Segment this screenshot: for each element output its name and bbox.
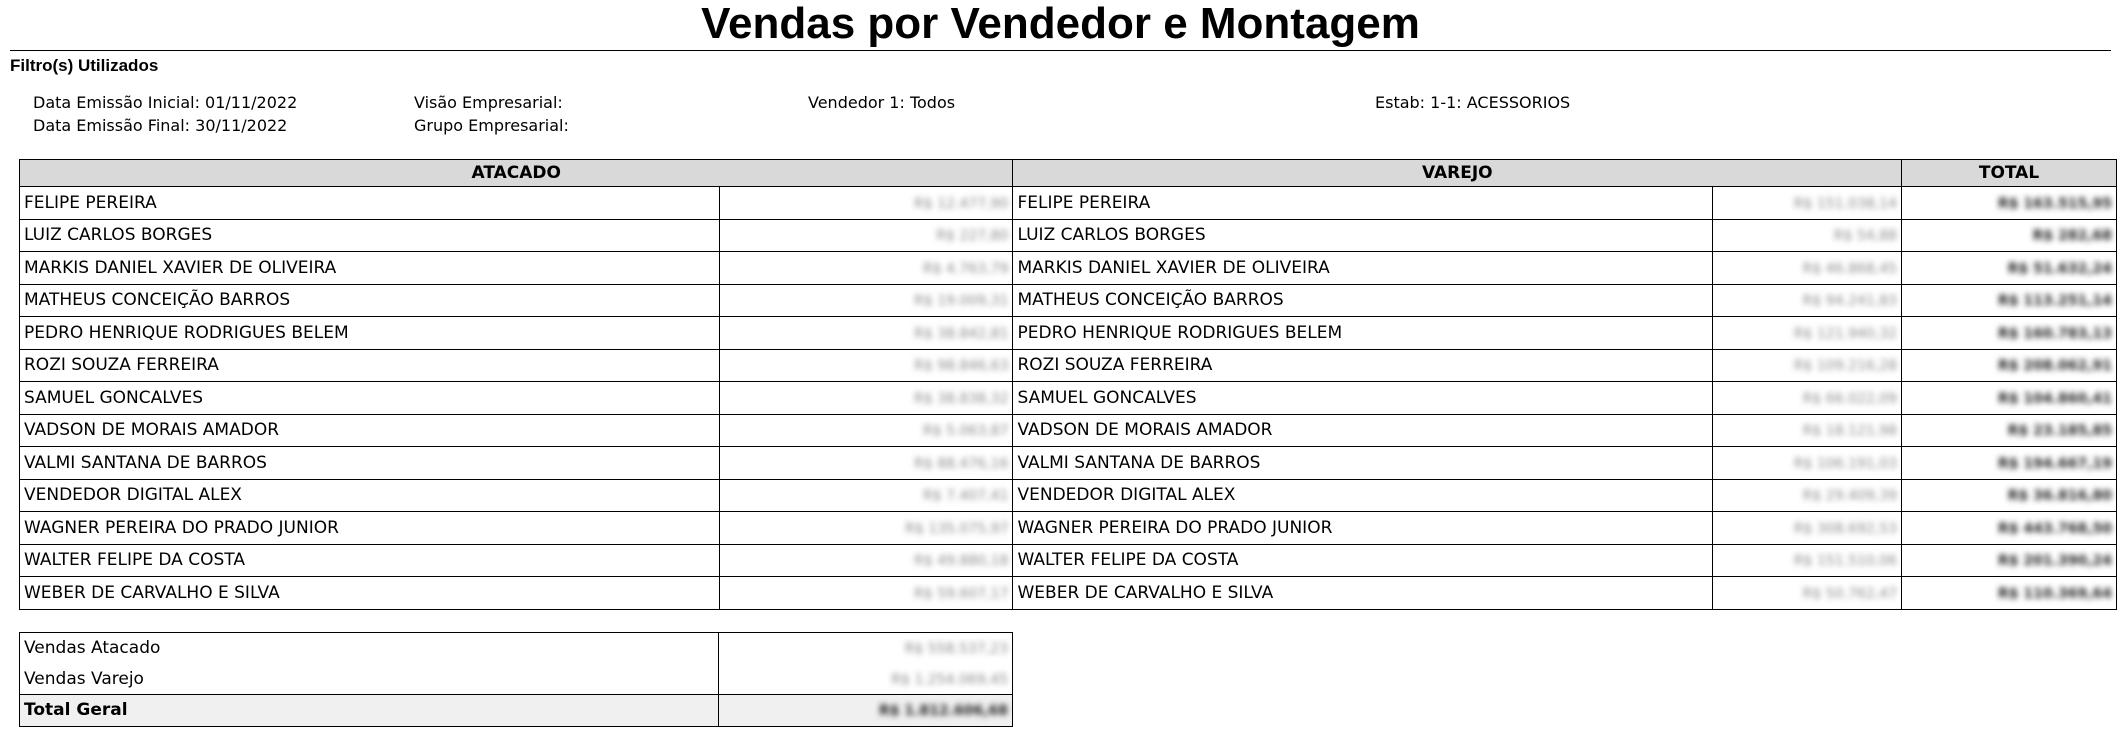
sales-table xyxy=(19,159,2117,610)
varejo-value: R$ 18.121,98 xyxy=(1713,414,1902,447)
varejo-seller: WAGNER PEREIRA DO PRADO JUNIOR xyxy=(1013,512,1713,545)
summary-row-varejo xyxy=(20,664,1013,695)
varejo-seller: ROZI SOUZA FERREIRA xyxy=(1013,349,1713,382)
header-varejo: VAREJO xyxy=(1013,160,1902,187)
varejo-seller: FELIPE PEREIRA xyxy=(1013,187,1713,220)
varejo-seller: SAMUEL GONCALVES xyxy=(1013,382,1713,415)
table-row xyxy=(20,414,2117,447)
varejo-value: R$ 54,88 xyxy=(1713,219,1902,252)
atacado-value: R$ 59.607,17 xyxy=(719,577,1013,610)
total-value: R$ 23.185,85 xyxy=(1902,414,2117,447)
total-value: R$ 113.251,14 xyxy=(1902,284,2117,317)
total-value: R$ 194.667,19 xyxy=(1902,447,2117,480)
atacado-seller: MARKIS DANIEL XAVIER DE OLIVEIRA xyxy=(20,252,720,285)
varejo-value: R$ 94.241,83 xyxy=(1713,284,1902,317)
varejo-value: R$ 308.692,53 xyxy=(1713,512,1902,545)
summary-table xyxy=(19,632,1013,727)
atacado-seller: VALMI SANTANA DE BARROS xyxy=(20,447,720,480)
summary-label: Vendas Atacado xyxy=(20,633,719,664)
atacado-value: R$ 49.880,18 xyxy=(719,544,1013,577)
total-value: R$ 36.816,80 xyxy=(1902,479,2117,512)
table-row xyxy=(20,317,2117,350)
filter-grupo-empresarial: Grupo Empresarial: xyxy=(414,116,569,135)
table-row xyxy=(20,219,2117,252)
varejo-seller: MARKIS DANIEL XAVIER DE OLIVEIRA xyxy=(1013,252,1713,285)
varejo-value: R$ 151.038,14 xyxy=(1713,187,1902,220)
varejo-value: R$ 50.762,47 xyxy=(1713,577,1902,610)
summary-value: R$ 1.254.069,45 xyxy=(719,664,1013,695)
table-row xyxy=(20,447,2117,480)
title-divider xyxy=(10,50,2111,51)
atacado-seller: SAMUEL GONCALVES xyxy=(20,382,720,415)
varejo-seller: VADSON DE MORAIS AMADOR xyxy=(1013,414,1713,447)
varejo-seller: PEDRO HENRIQUE RODRIGUES BELEM xyxy=(1013,317,1713,350)
total-value: R$ 201.390,24 xyxy=(1902,544,2117,577)
filter-estab: Estab: 1-1: ACESSORIOS xyxy=(1375,93,1571,112)
filter-vendedor: Vendedor 1: Todos xyxy=(808,93,956,112)
atacado-value: R$ 98.846,63 xyxy=(719,349,1013,382)
varejo-seller: VENDEDOR DIGITAL ALEX xyxy=(1013,479,1713,512)
total-value: R$ 443.768,50 xyxy=(1902,512,2117,545)
varejo-seller: WEBER DE CARVALHO E SILVA xyxy=(1013,577,1713,610)
atacado-seller: ROZI SOUZA FERREIRA xyxy=(20,349,720,382)
varejo-value: R$ 151.510,06 xyxy=(1713,544,1902,577)
atacado-seller: FELIPE PEREIRA xyxy=(20,187,720,220)
atacado-value: R$ 227,80 xyxy=(719,219,1013,252)
total-value: R$ 104.860,41 xyxy=(1902,382,2117,415)
atacado-seller: WEBER DE CARVALHO E SILVA xyxy=(20,577,720,610)
table-row xyxy=(20,577,2117,610)
atacado-seller: VENDEDOR DIGITAL ALEX xyxy=(20,479,720,512)
atacado-value: R$ 7.407,41 xyxy=(719,479,1013,512)
total-value: R$ 160.783,13 xyxy=(1902,317,2117,350)
table-row xyxy=(20,544,2117,577)
table-row xyxy=(20,512,2117,545)
atacado-value: R$ 38.838,32 xyxy=(719,382,1013,415)
atacado-seller: MATHEUS CONCEIÇÃO BARROS xyxy=(20,284,720,317)
atacado-seller: WAGNER PEREIRA DO PRADO JUNIOR xyxy=(20,512,720,545)
varejo-value: R$ 66.022,09 xyxy=(1713,382,1902,415)
varejo-value: R$ 46.868,45 xyxy=(1713,252,1902,285)
report-title: Vendas por Vendedor e Montagem xyxy=(701,0,1420,48)
varejo-seller: VALMI SANTANA DE BARROS xyxy=(1013,447,1713,480)
varejo-seller: WALTER FELIPE DA COSTA xyxy=(1013,544,1713,577)
atacado-value: R$ 5.063,87 xyxy=(719,414,1013,447)
header-total: TOTAL xyxy=(1902,160,2117,187)
atacado-value: R$ 4.763,79 xyxy=(719,252,1013,285)
atacado-seller: PEDRO HENRIQUE RODRIGUES BELEM xyxy=(20,317,720,350)
atacado-seller: WALTER FELIPE DA COSTA xyxy=(20,544,720,577)
atacado-seller: LUIZ CARLOS BORGES xyxy=(20,219,720,252)
filter-visao-empresarial: Visão Empresarial: xyxy=(414,93,563,112)
filters-heading: Filtro(s) Utilizados xyxy=(10,56,159,75)
filter-data-final: Data Emissão Final: 30/11/2022 xyxy=(33,116,288,135)
total-value: R$ 163.515,95 xyxy=(1902,187,2117,220)
atacado-value: R$ 88.476,16 xyxy=(719,447,1013,480)
header-atacado: ATACADO xyxy=(20,160,1013,187)
summary-row-total xyxy=(20,695,1013,727)
summary-label: Vendas Varejo xyxy=(20,664,719,695)
varejo-value: R$ 109.216,28 xyxy=(1713,349,1902,382)
table-row xyxy=(20,187,2117,220)
atacado-value: R$ 12.477,90 xyxy=(719,187,1013,220)
table-row xyxy=(20,252,2117,285)
summary-row-atacado xyxy=(20,633,1013,664)
filter-data-inicial: Data Emissão Inicial: 01/11/2022 xyxy=(33,93,298,112)
table-row xyxy=(20,479,2117,512)
total-value: R$ 110.369,64 xyxy=(1902,577,2117,610)
atacado-value: R$ 19.009,31 xyxy=(719,284,1013,317)
varejo-value: R$ 121.940,32 xyxy=(1713,317,1902,350)
atacado-seller: VADSON DE MORAIS AMADOR xyxy=(20,414,720,447)
varejo-value: R$ 29.409,39 xyxy=(1713,479,1902,512)
varejo-value: R$ 106.191,03 xyxy=(1713,447,1902,480)
atacado-value: R$ 38.842,81 xyxy=(719,317,1013,350)
total-geral-label: Total Geral xyxy=(20,695,719,727)
total-value: R$ 282,68 xyxy=(1902,219,2117,252)
summary-value: R$ 558.537,23 xyxy=(719,633,1013,664)
varejo-seller: MATHEUS CONCEIÇÃO BARROS xyxy=(1013,284,1713,317)
total-value: R$ 208.062,91 xyxy=(1902,349,2117,382)
total-value: R$ 51.632,24 xyxy=(1902,252,2117,285)
table-header-row xyxy=(20,160,2117,187)
total-geral-value: R$ 1.812.606,68 xyxy=(719,695,1013,727)
table-row xyxy=(20,349,2117,382)
table-row xyxy=(20,284,2117,317)
table-row xyxy=(20,382,2117,415)
varejo-seller: LUIZ CARLOS BORGES xyxy=(1013,219,1713,252)
atacado-value: R$ 135.075,97 xyxy=(719,512,1013,545)
